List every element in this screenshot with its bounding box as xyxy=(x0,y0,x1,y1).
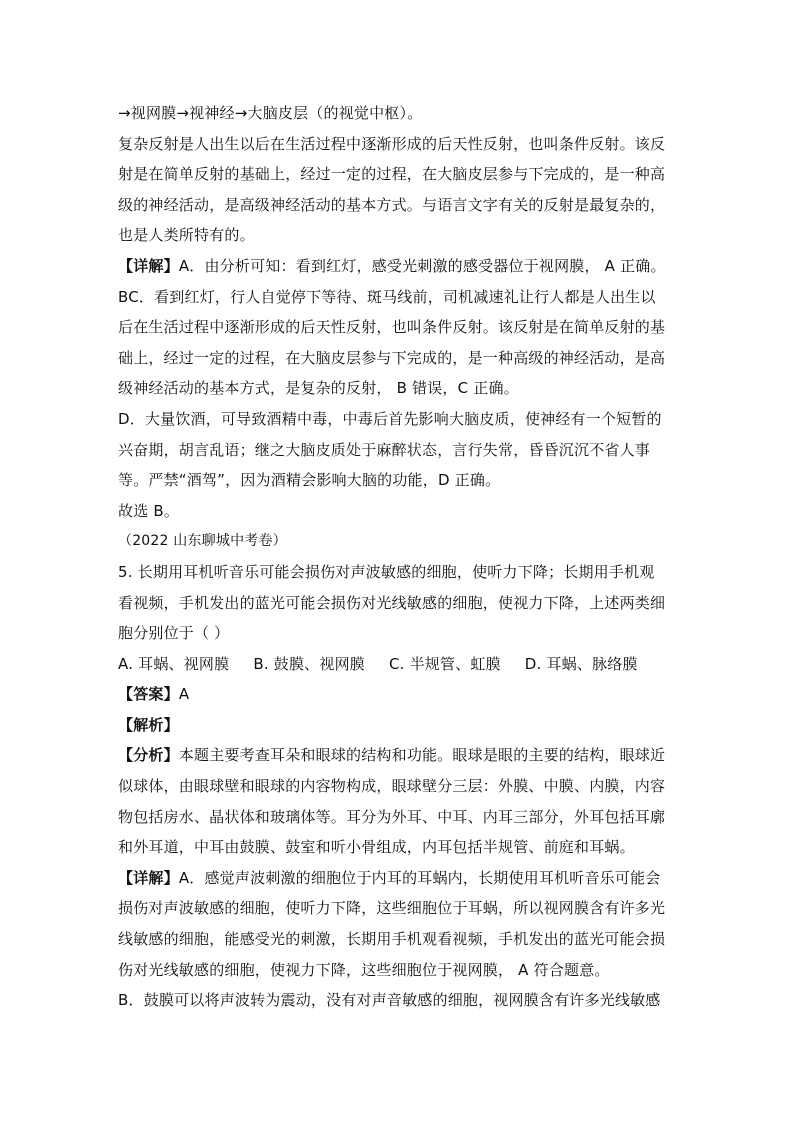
text-line: BC．看到红灯，行人自觉停下等待、斑马线前，司机减速礼让行人都是人出生以 xyxy=(118,287,656,306)
text-line: 故选 B。 xyxy=(118,501,180,520)
text-line: 复杂反射是人出生以后在生活过程中逐渐形成的后天性反射，也叫条件反射。该反 xyxy=(118,134,666,153)
answer-option: A. 耳蜗、视网膜 xyxy=(118,654,230,673)
section-label: 【分析】 xyxy=(118,746,179,765)
text-line: 级神经活动的基本方式，是复杂的反射， B 错误，C 正确。 xyxy=(118,379,519,398)
answer-options xyxy=(118,649,678,680)
section-text: A xyxy=(178,685,190,704)
question-source: （2022 山东聊城中考卷） xyxy=(118,533,287,550)
text-line: 射是在简单反射的基础上，经过一定的过程，在大脑皮层参与下完成的，是一种高 xyxy=(118,165,666,184)
labeled-line xyxy=(118,863,678,894)
answer-option: C. 半规管、虹膜 xyxy=(388,654,501,673)
section-label: 【详解】 xyxy=(118,868,179,887)
labeled-line xyxy=(118,251,678,282)
text-line: 等。严禁“酒驾”，因为酒精会影响大脑的功能，D 正确。 xyxy=(118,471,501,490)
section-label: 【解析】 xyxy=(118,715,179,734)
text-line: 级的神经活动，是高级神经活动的基本方式。与语言文字有关的反射是最复杂的， xyxy=(118,195,666,214)
text-line: 损伤对声波敏感的细胞，使听力下降，这些细胞位于耳蜗，所以视网膜含有许多光 xyxy=(118,899,666,918)
text-line: B．鼓膜可以将声波转为震动，没有对声音敏感的细胞，视网膜含有许多光线敏感 xyxy=(118,991,661,1010)
text-line: →视网膜→视神经→大脑皮层（的视觉中枢）。 xyxy=(118,104,423,122)
section-text: A．感觉声波刺激的细胞位于内耳的耳蜗内，长期使用耳机听音乐可能会 xyxy=(178,868,661,887)
labeled-line xyxy=(118,710,678,741)
text-line: D．大量饮酒，可导致酒精中毒，中毒后首先影响大脑皮质，使神经有一个短暂的 xyxy=(118,409,662,428)
text-line: 看视频，手机发出的蓝光可能会损伤对光线敏感的细胞，使视力下降，上述两类细 xyxy=(118,593,666,612)
text-line: 础上，经过一定的过程，在大脑皮层参与下完成的，是一种高级的神经活动，是高 xyxy=(118,348,666,367)
text-line: 后在生活过程中逐渐形成的后天性反射，也叫条件反射。该反射是在简单反射的基 xyxy=(118,318,666,337)
text-line: 5. 长期用耳机听音乐可能会损伤对声波敏感的细胞，使听力下降；长期用手机观 xyxy=(118,562,655,581)
text-line: 和外耳道，中耳由鼓膜、鼓室和听小骨组成，内耳包括半规管、前庭和耳蜗。 xyxy=(118,838,635,857)
text-line: 胞分别位于（ ） xyxy=(118,624,230,643)
labeled-line xyxy=(118,740,678,771)
text-line: 线敏感的细胞，能感受光的刺激，长期用手机观看视频，手机发出的蓝光可能会损 xyxy=(118,930,666,949)
text-line: 也是人类所特有的。 xyxy=(118,226,255,245)
text-line: 伤对光线敏感的细胞，使视力下降，这些细胞位于视网膜， A 符合题意。 xyxy=(118,960,610,979)
text-line: 似球体，由眼球壁和眼球的内容物构成，眼球壁分三层：外膜、中膜、内膜，内容 xyxy=(118,777,666,796)
section-text: A．由分析可知：看到红灯，感受光刺激的感受器位于视网膜， A 正确。 xyxy=(178,256,666,275)
text-line: 物包括房水、晶状体和玻璃体等。耳分为外耳、中耳、内耳三部分，外耳包括耳廓 xyxy=(118,807,666,826)
answer-option: B. 鼓膜、视网膜 xyxy=(253,654,365,673)
answer-option: D. 耳蜗、脉络膜 xyxy=(524,654,638,673)
labeled-line xyxy=(118,679,678,710)
section-label: 【详解】 xyxy=(118,256,179,275)
section-label: 【答案】 xyxy=(118,685,179,704)
section-text: 本题主要考查耳朵和眼球的结构和功能。眼球是眼的主要的结构，眼球近 xyxy=(178,746,666,765)
document-page xyxy=(118,98,678,1016)
text-line: 兴奋期，胡言乱语；继之大脑皮质处于麻醉状态，言行失常，昏昏沉沉不省人事 xyxy=(118,440,651,459)
